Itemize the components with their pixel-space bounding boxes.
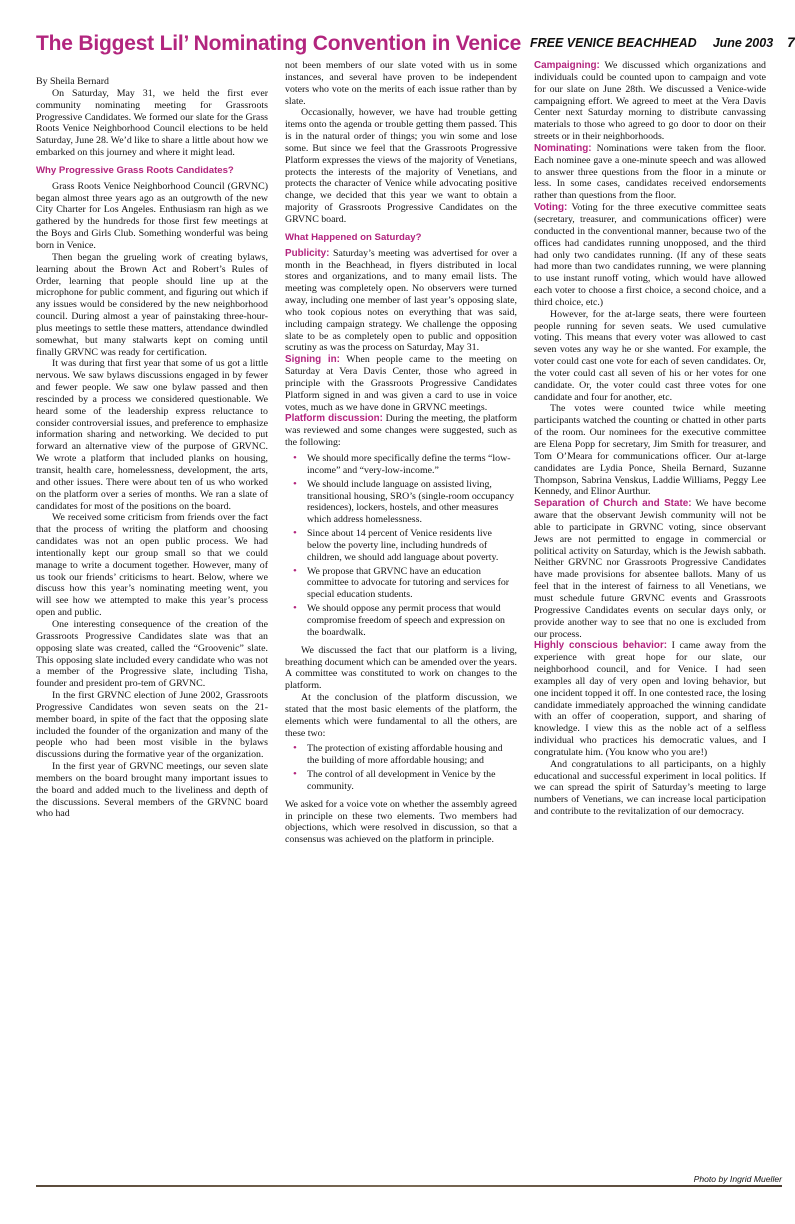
campaigning-text: We discussed which organizations and individuals could be counted upon to campaign and vote for our slate on June 28th. We discussed a Venice-wide campaigning effort. We agreed to meet at the Vera Davis Center next Saturday morning to distribute canvassing materials to those who agreed to go door to door on their streets or in their neighborhoods. [534,60,766,143]
issue-date: June 2003 [712,36,774,50]
paragraph: The votes were counted twice while meeting participants watched the counting or chatted in other parts of the room. Our nominees for the executive committee are Elena Popp for secretary, Jim Smith for treasurer, and Tom O’Meara for communications officer. Our at-large candidates are Lydia Ponce, Sheila Bernard, Suzanne Thompson, Sabrina Venskus, Laddie Williams, Peggy Lee Kennedy, and Elinor Aurthur. [534,403,766,498]
platform-paragraph [285,413,517,449]
photo-caption: Progressive slate nominates candidates, May 31 [584,1135,747,1163]
byline: By Sheila Bernard [36,76,109,87]
nominating-paragraph [534,143,766,202]
signing-lead: Signing in: [285,354,340,366]
column-2 [285,60,517,846]
separation-lead: Separation of Church and State: [534,498,692,510]
campaigning-lead: Campaigning: [534,60,600,71]
list-item: • We should oppose any permit process that would compromise freedom of speech and expression on the boardwalk. [307,603,517,639]
nominating-lead: Nominating: [534,142,592,154]
photo-credit: Photo by Ingrid Mueller [693,1174,782,1184]
paragraph: In the first GRVNC election of June 2002, Grassroots Progressive Candidates won seven seats on the 21-member board, in spite of the fact that the opposing slate included the founder of the organization and many of the people who had been most visible in the bylaws discussions during the formative year of the organization. [36,690,268,761]
highly-conscious-lead: Highly conscious behavior: [534,640,668,652]
platform-suggestions-list [285,453,517,639]
platform-text: During the meeting, the platform was reviewed and some changes were suggested, such as the following: [285,413,517,449]
paragraph: We received some criticism from friends over the fact that the process of writing the platform and choosing candidates was not an open public process. We had intentionally kept our group small so that we could manage to write a document together. However, many of us took our friends’ criticisms to heart. Below, where we discuss how this year’s nominating meeting went, you will see how we attempted to make this year’s process open and public. [36,512,268,619]
paragraph: One interesting consequence of the creation of the Grassroots Progressive Candidates slate was that an opposing slate was created, called the “Groovenic” slate. This opposing slate included every candidate who was not a member of the Progressive slate, including Tisha, founder and president pro-tem of GRVNC. [36,618,268,690]
highly-conscious-text: I came away from the experience with great hope for our slate, our neighborhood council, and for Venice. I had seen examples all day of very open and loving behavior, but one incident topped it off. In one contested race, the losing candidate immediately approached the winning candidate with an offer of cooperation, support, and sharing of knowledge. I view this as the noble act of a selfless individual who practices his democratic values, and I congratulate him. (You know who you are!) [534,640,766,758]
list-item: • We should include language on assisted living, transitional housing, SRO’s (single-room occupancy residences), lockers, hostels, and other measures which address homelessness. [307,479,517,526]
voting-text: Voting for the three executive committee seats (secretary, treasurer, and communications officer) were conducted in the conventional manner, because two of the offices had candidates running unopposed, and the third had only two candidates running. (If any of these seats had more than two candidates running, we were planning to use instant runoff voting, which would have allowed each voter to choose a first choice, a second choice, and a third choice, etc.) [534,202,766,308]
meeting-photo [36,1185,782,1187]
platform-elements-list [285,743,517,792]
page-number: 7 [787,34,795,50]
list-item: • Since about 14 percent of Venice residents live below the poverty line, including hundreds of children, we should add language about poverty. [307,528,517,564]
voting-lead: Voting: [534,202,568,214]
voting-paragraph [534,202,766,309]
nominating-text: Nominations were taken from the floor. Each nominee gave a one-minute speech and was allowed to answer three questions from the floor in a minute or less. In some cases, candidates received endorsements rather than questions from the floor. [534,142,766,202]
list-item: • The control of all development in Venice by the community. [307,769,517,793]
paper-name: FREE VENICE BEACHHEAD [530,36,697,50]
headline: The Biggest Lil’ Nominating Convention in Venice [36,32,522,55]
publicity-text: Saturday’s meeting was advertised for over a month in the Beachhead, in flyers distributed in local stores and organizations, and to many email lists. The meeting was completely open. No observers were turned away, including one member of last year’s opposing slate, who took copious notes on everything that was said, including campaign strategy. We challenge the opposing slate to be as completely open to public and opposition scrutiny as was the process on Saturday, May 31. [285,247,517,354]
separation-paragraph [534,498,766,640]
list-item: • We should more specifically define the terms “low-income” and “very-low-income.” [307,453,517,477]
section-heading: What Happened on Saturday? [285,231,422,243]
paragraph: And congratulations to all participants, on a highly educational and successful experiment in local politics. If we can spread the spirit of Saturday’s meeting to large numbers of Venetians, we can increase local participation and contribute to the revitalization of our democracy. [534,758,766,818]
masthead [530,34,795,50]
paragraph: Occasionally, however, we have had trouble getting items onto the agenda or trouble getting them passed. This is in the natural order of things; you win some and lose some. But since we feel that the Grassroots Progressive Platform expresses the views of the majority of Venetians, protects the interests of the majority of Venetians, and protects the character of Venice while advocating positive change, we decided that this year we want to obtain a majority of Grassroots Progressive Candidates on the GRVNC board. [285,107,517,225]
highly-conscious-paragraph [534,640,766,758]
signing-text: When people came to the meeting on Saturday at Vera Davis Center, those who agreed in principle with the Grassroots Progressive Candidates Platform signed in and was given a card to use in voice votes, much as we have done in GRVNC meetings. [285,354,518,413]
campaigning-paragraph [534,60,766,143]
paragraph: It was during that first year that some of us got a little nervous. We saw bylaws discussions engaged in by fewer and fewer people. We saw one bylaw passed and then rescinded by a process we considered questionable. We heard some of the leadership express reluctance to consider controversial issues, and preference to emphasize information sharing and networking. We decided to put forward an alternative view of the purpose of GRVNC. We wrote a platform that included planks on housing, transit, health care, homelessness, development, the arts, and other issues. There were about ten of us who worked on the platform over a series of months. We ran a slate of candidates for most of the positions on the board. [36,358,268,512]
column-3 [534,60,766,818]
signing-paragraph [285,354,517,413]
column-1 [36,76,268,820]
paragraph: We discussed the fact that our platform is a living, breathing document which can be amended over the years. A committee was constituted to work on changes to the platform. [285,644,517,692]
paragraph: In the first year of GRVNC meetings, our seven slate members on the board brought many important issues to the board and added much to the liveliness and depth of the discussions. Several members of the GRVNC board who had [36,761,268,820]
platform-lead: Platform discussion: [285,413,383,425]
publicity-paragraph [285,248,517,355]
list-item: • We propose that GRVNC have an education committee to advocate for tutoring and services for special education students. [307,566,517,602]
paragraph: Grass Roots Venice Neighborhood Council (GRVNC) began almost three years ago as an outgrowth of the new City Charter for Los Angeles. Enthusiasm ran high as we gathered by the hundreds for those first few meetings at the Boys and Girls Club. Something wonderful was being born in Venice. [36,180,268,251]
publicity-lead: Publicity: [285,247,330,259]
paragraph: We asked for a voice vote on whether the assembly agreed in principle on these two elements. Two members had objections, which were resolved in discussion, so that a consensus was achieved on the platform in principle. [285,798,517,846]
paragraph: At the conclusion of the platform discussion, we stated that the most basic elements of the platform, the elements which were fundamental to all the others, are these two: [285,692,517,739]
paragraph: Then began the grueling work of creating bylaws, learning about the Brown Act and Robert’s Rules of Order, learning that people should line up at the microphone for public comment, and figuring out which if any issues would be considered by the new neighborhood council. During almost a year of painstaking three-hour-plus meetings to settle these matters, attendance dwindled somewhat, but many stalwarts kept on coming until finally GRVNC was ready for certification. [36,251,268,358]
separation-text: We have become aware that the observant Jewish community will not be able to participate in GRVNC voting, since observant Jews are not permitted to engage in commercial or political activity on Saturday, which is the Jewish sabbath. Neither GRVNC nor Grassroots Progressive Candidates have made provisions for absentee ballots. Many of us feel that in the interest of fairness to all Venetians, we must schedule future GRVNC events and Grassroots Progressive Candidates events on secular days only, or provide another way to see that no one is excluded from our process. [534,498,766,640]
section-heading: Why Progressive Grass Roots Candidates? [36,164,234,176]
paragraph: On Saturday, May 31, we held the first ever community nominating meeting for Grassroots Progressive Candidates. We formed our slate for the Grass Roots Venice Neighborhood Council elections to be held Saturday, June 28. We’d like to share a little about how we embarked on this journey and where it might lead. [36,87,268,159]
list-item: • The protection of existing affordable housing and the building of more affordable housing; and [307,743,517,767]
paragraph: not been members of our slate voted with us in some instances, and several have proven to be independent voters who vote on the merits of each issue rather than by slate. [285,60,517,107]
paragraph: However, for the at-large seats, there were fourteen people running for seven seats. We used cumulative voting. This means that every voter was allowed to cast seven votes any way he or she wanted. For example, the voter could cast one vote for each of seven candidates. Or, the voter could cast all seven of his or her votes for one candidate. Or, the voter could cast three votes for one candidate and four for another, etc. [534,308,766,403]
